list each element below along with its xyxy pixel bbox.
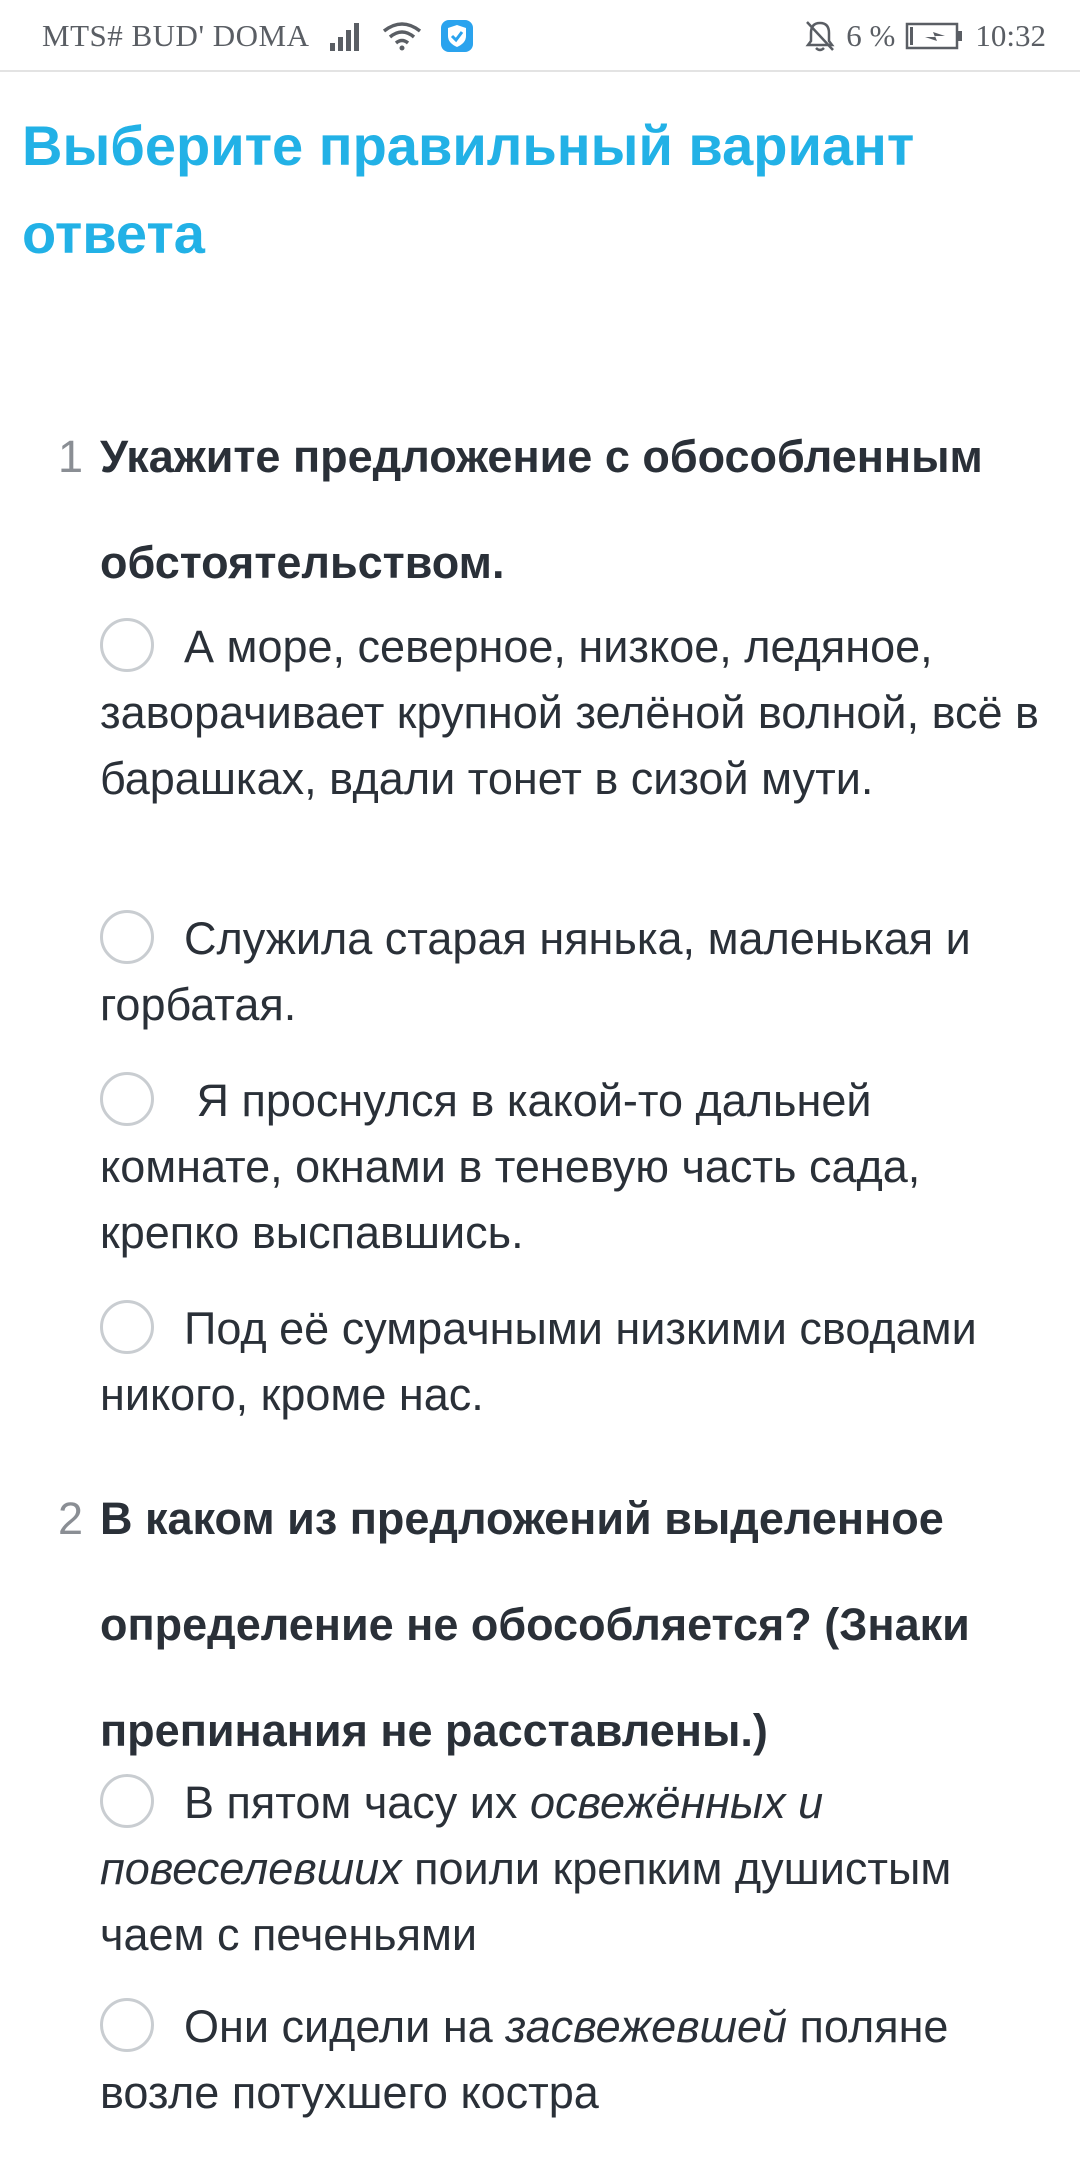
option-text-after: поили крепким душистым чаем с печеньями	[100, 1843, 952, 1960]
battery-percent: 6 %	[846, 18, 896, 53]
radio-button[interactable]	[100, 1774, 154, 1828]
question-text: В каком из предложений выделенное определение не обособляется? (Знаки препинания не расставлены.)	[100, 1493, 970, 1756]
option-text	[100, 2001, 948, 2118]
answer-option-1-4[interactable]	[100, 1296, 1050, 1428]
option-text-before: В пятом часу их	[184, 1777, 530, 1828]
answer-option-2-1[interactable]	[100, 1770, 1050, 1968]
status-bar-right	[804, 18, 1046, 54]
signal-icon	[328, 21, 364, 51]
radio-button[interactable]	[100, 1998, 154, 2052]
carrier-name: MTS# BUD' DOMA	[42, 18, 310, 53]
option-text: Под её сумрачными низкими сводами никого, кроме нас.	[100, 1303, 977, 1420]
radio-button[interactable]	[100, 1072, 154, 1126]
status-bar-left	[42, 18, 474, 54]
radio-button[interactable]	[100, 910, 154, 964]
option-text	[100, 1777, 951, 1960]
shield-check-icon	[440, 19, 474, 53]
radio-button[interactable]	[100, 618, 154, 672]
answer-option-1-3[interactable]	[100, 1068, 1050, 1266]
answer-option-1-2[interactable]	[100, 906, 1050, 1038]
option-text: Служила старая нянька, маленькая и горбатая.	[100, 913, 971, 1030]
answer-option-1-1[interactable]	[100, 614, 1050, 812]
page-title: Выберите правильный вариант ответа	[22, 114, 915, 265]
question-number: 1	[58, 431, 84, 482]
highlighted-definition: освежённых и повеселевших	[100, 1777, 824, 1894]
bell-off-icon	[804, 19, 836, 53]
option-text: Я проснулся в какой-то дальней комнате, окнами в теневую часть сада, крепко выспавшись.	[100, 1075, 921, 1258]
option-text-after: поляне возле потухшего костра	[100, 2001, 949, 2118]
option-text: А море, северное, низкое, ледяное, заворачивает крупной зелёной волной, всё в барашках, вдали тонет в сизой мути.	[100, 621, 1039, 804]
status-bar	[0, 0, 1080, 72]
clock: 10:32	[975, 18, 1046, 53]
battery-charging-icon	[905, 21, 965, 51]
highlighted-definition: засвежевшей	[505, 2001, 788, 2052]
wifi-icon	[382, 21, 422, 51]
radio-button[interactable]	[100, 1300, 154, 1354]
answer-option-2-2[interactable]	[100, 1994, 1050, 2126]
question-text: Укажите предложение с обособленным обстоятельством.	[100, 431, 983, 588]
option-text-before: Они сидели на	[184, 2001, 506, 2052]
question-number: 2	[58, 1493, 84, 1544]
